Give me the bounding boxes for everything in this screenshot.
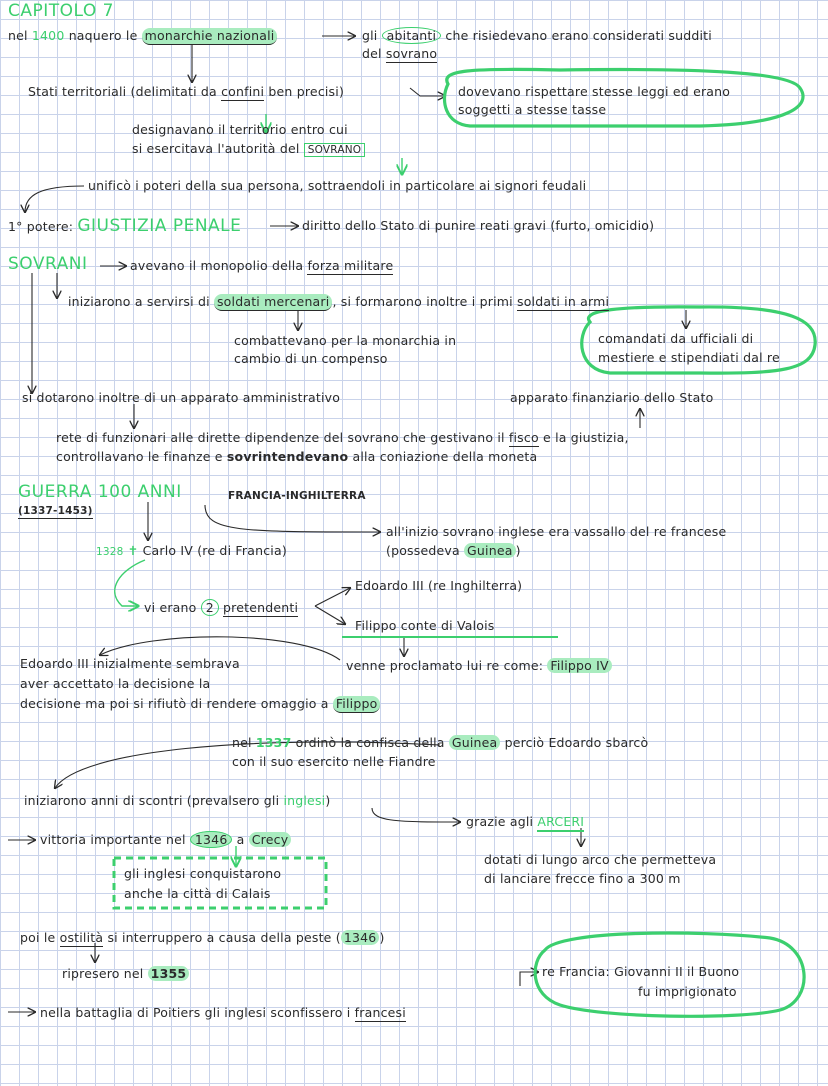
text: gli [362, 28, 378, 43]
note-line-17c [20, 696, 380, 712]
keyword: soldati in armi [516, 294, 610, 309]
text: che risiedevano erano considerati sudditi [445, 28, 712, 43]
arrow [410, 88, 445, 96]
text: nella battaglia di Poitiers gli inglesi sconfissero i [40, 1005, 351, 1020]
note-line-5b: diritto dello Stato di punire reati gravi (furto, omicidio) [302, 218, 655, 233]
note-line-12a: all'inizio sovrano inglese era vassallo del re francese [386, 524, 727, 539]
note-line-9b: apparato finanziario dello Stato [510, 390, 714, 405]
note-line-23a: dotati di lungo arco che permetteva [484, 852, 717, 867]
note-line-21 [466, 814, 584, 830]
cross-icon: ✝ [127, 543, 139, 558]
text: avevano il monopolio della [130, 258, 304, 273]
note-line-26 [40, 1005, 406, 1021]
note-line-19b: con il suo esercito nelle Fiandre [232, 754, 436, 769]
arrow [315, 606, 345, 624]
text: decisione ma poi si rifiutò di rendere omaggio a [20, 696, 329, 711]
text: pretendenti [223, 600, 299, 615]
note-line-9: si dotarono inoltre di un apparato amministrativo [22, 390, 341, 405]
note-line-3a: designavano il territorio entro cui [132, 122, 348, 137]
text: nel [8, 28, 28, 43]
keyword: ARCERI [537, 814, 584, 832]
heading-guerra: GUERRA 100 ANNI [18, 482, 182, 502]
text: Carlo IV (re di Francia) [142, 543, 287, 558]
keyword: inglesi [283, 793, 326, 808]
text: grazie agli [466, 814, 534, 829]
note-line-4: unificò i poteri della sua persona, sottraendoli in particolare ai signori feudali [88, 178, 587, 193]
keyword: SOVRANO [304, 143, 366, 157]
heading-sovrani: SOVRANI [8, 254, 88, 274]
text: ordinò la confisca della [295, 735, 445, 750]
note-line-23b: di lanciare frecce fino a 300 m [484, 871, 681, 886]
text: alla coniazione della moneta [352, 449, 538, 464]
note-line-25 [62, 966, 189, 982]
keyword: sovrano [385, 46, 438, 61]
arrow [372, 808, 460, 822]
years: (1337-1453) [18, 505, 93, 517]
text: rete di funzionari alle dirette dipendenze del sovrano che gestivano il [56, 430, 505, 445]
text: 1° potere: [8, 219, 74, 234]
bubble3-line1: re Francia: Giovanni II il Buono [542, 964, 740, 979]
text: ) [325, 793, 331, 808]
keyword: monarchie nazionali [142, 28, 278, 45]
bubble3-line2: fu imprigionato [638, 984, 737, 999]
arrow-green [115, 560, 145, 606]
keyword: Guinea [449, 735, 501, 750]
keyword: Filippo [333, 696, 381, 713]
note-line-1b [362, 28, 712, 44]
text: a [236, 832, 245, 847]
keyword: Crecy [249, 832, 292, 847]
text: venne proclamato lui re come: [346, 658, 544, 673]
note-line-7 [68, 294, 609, 310]
year: 1337 [255, 735, 292, 750]
text: perciò Edoardo sbarcò [504, 735, 649, 750]
text: si interruppero a causa della peste ( [107, 930, 341, 945]
keyword: Guinea [464, 543, 516, 558]
text: e la giustizia, [543, 430, 629, 445]
note-line-8b: cambio di un compenso [234, 351, 388, 366]
note-line-20 [24, 793, 330, 809]
keyword: forza militare [307, 258, 394, 273]
text: ben precisi) [268, 84, 345, 99]
note-line-22 [40, 832, 291, 848]
box-line2: anche la città di Calais [124, 886, 271, 901]
year: 1400 [31, 28, 65, 43]
note-line-2 [28, 84, 344, 100]
note-line-19a [232, 735, 648, 751]
bubble2-line1: comandati da ufficiali di [598, 331, 754, 346]
keyword: GIUSTIZIA PENALE [77, 216, 242, 236]
text: poi le [20, 930, 56, 945]
text: del [362, 46, 382, 61]
note-line-5 [8, 218, 241, 235]
note-line-1c [362, 46, 437, 62]
text: si esercitava l'autorità del [132, 141, 300, 156]
note-line-12b [386, 543, 521, 559]
keyword: fisco [508, 430, 539, 445]
text: (possedeva [386, 543, 460, 558]
note-line-15: Edoardo III (re Inghilterra) [355, 578, 523, 593]
text: , si formarono inoltre i primi [332, 294, 513, 309]
note-line-13 [96, 543, 287, 560]
year: 1355 [148, 966, 190, 981]
note-line-6 [130, 258, 393, 274]
arrow [205, 505, 380, 532]
keyword: abitanti [382, 27, 442, 44]
year: 1346 [341, 930, 380, 945]
text: ripresero nel [62, 966, 144, 981]
arrow [25, 186, 84, 212]
text: iniziarono anni di scontri (prevalsero gli [24, 793, 280, 808]
heading-guerra-sub: FRANCIA-INGHILTERRA [228, 490, 366, 502]
guerra-years [18, 503, 93, 519]
text: naquero le [68, 28, 138, 43]
keyword: ostilità [59, 930, 104, 945]
note-line-24 [20, 930, 385, 946]
keyword: Filippo IV [547, 658, 611, 673]
note-line-14 [144, 600, 298, 616]
note-line-18 [346, 658, 612, 674]
note-line-16: Filippo conte di Valois [355, 618, 495, 633]
text: iniziarono a servirsi di [68, 294, 210, 309]
year: 1328 [96, 546, 124, 558]
bubble1-line2: soggetti a stesse tasse [458, 102, 607, 117]
text: ) [379, 930, 385, 945]
note-line-10 [56, 430, 629, 446]
note-line-11 [56, 449, 537, 465]
arrow [315, 588, 350, 606]
box-line1: gli inglesi conquistarono [124, 866, 282, 881]
text: vittoria importante nel [40, 832, 186, 847]
note-line-1 [8, 28, 277, 44]
bubble1-line1: dovevano rispettare stesse leggi ed erano [458, 84, 731, 99]
note-line-8a: combattevano per la monarchia in [234, 333, 457, 348]
keyword: sovrintendevano [226, 449, 349, 464]
number: 2 [201, 599, 219, 616]
page-title: CAPITOLO 7 [8, 1, 114, 21]
keyword: confini [221, 84, 265, 99]
year: 1346 [190, 831, 233, 848]
text: Stati territoriali (delimitati da [28, 84, 217, 99]
note-line-17a: Edoardo III inizialmente sembrava [20, 656, 240, 671]
note-line-3b [132, 141, 365, 158]
text: vi erano [144, 600, 197, 615]
text: ) [515, 543, 521, 558]
keyword: francesi [354, 1005, 406, 1020]
text: controllavano le finanze e [56, 449, 223, 464]
note-line-17b: aver accettato la decisione la [20, 676, 211, 691]
keyword: soldati mercenari [214, 294, 332, 311]
text: nel [232, 735, 252, 750]
bubble2-line2: mestiere e stipendiati dal re [598, 350, 780, 365]
